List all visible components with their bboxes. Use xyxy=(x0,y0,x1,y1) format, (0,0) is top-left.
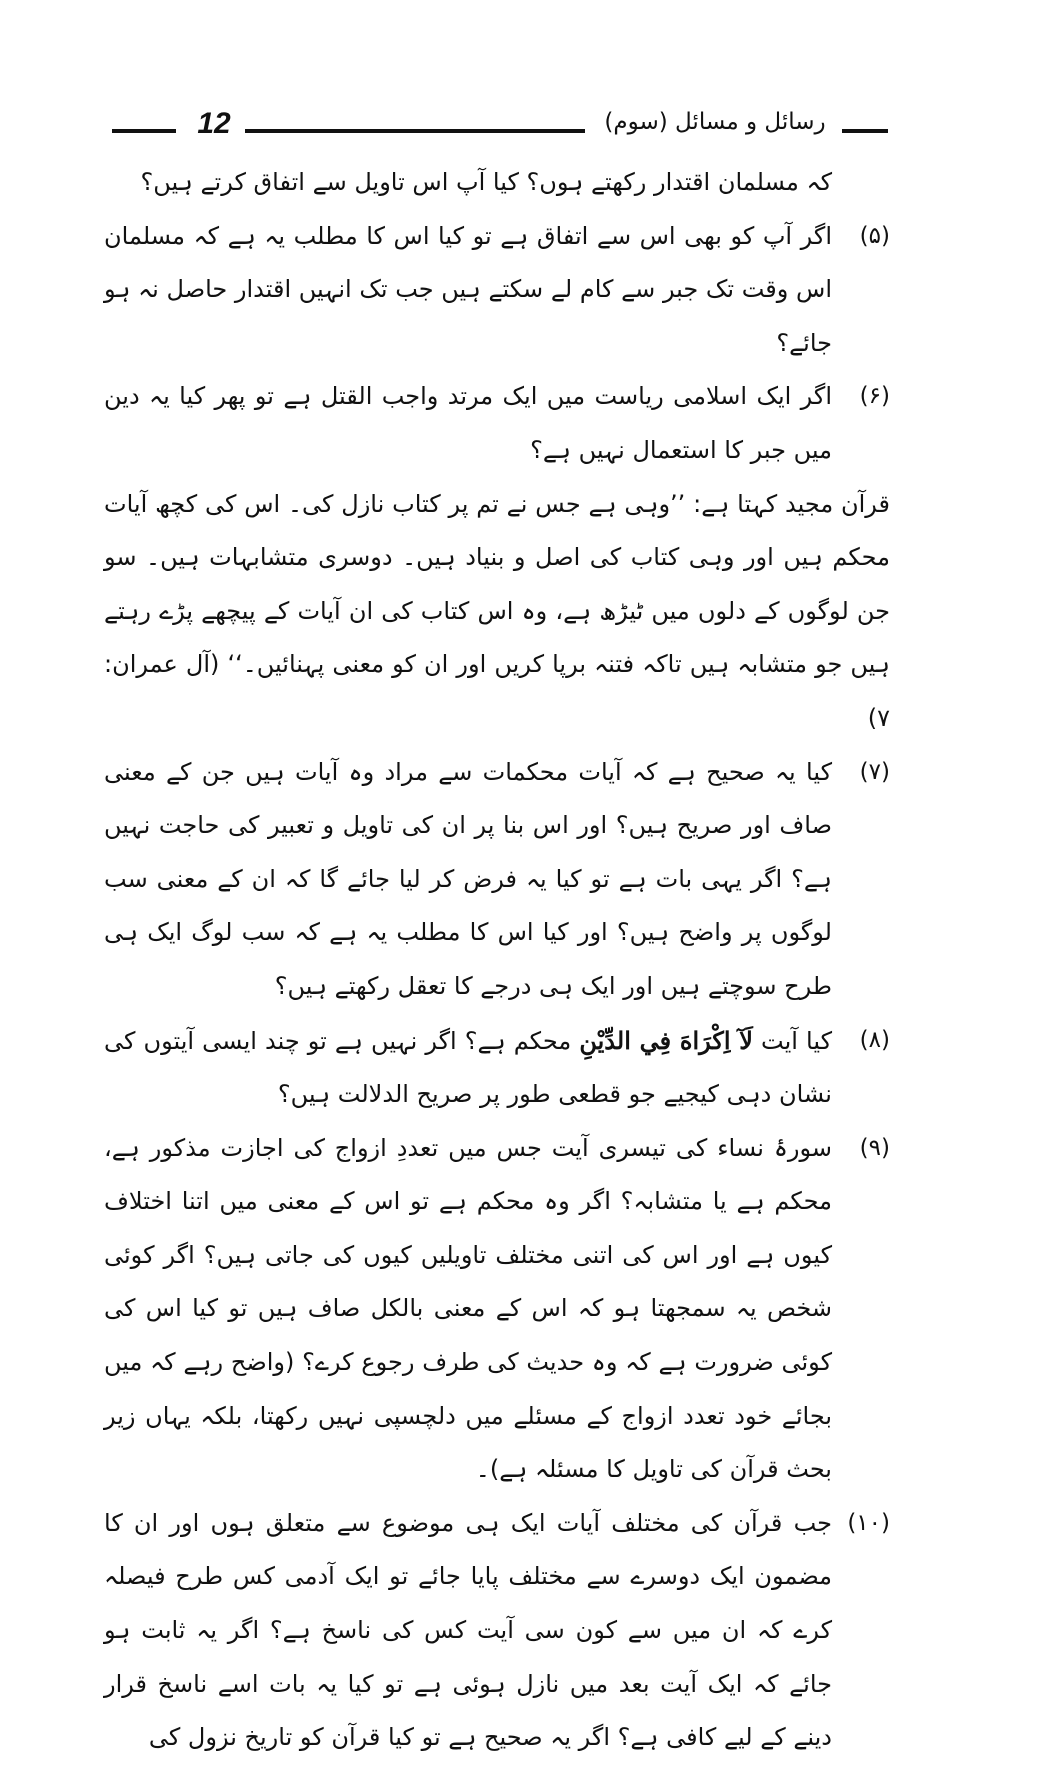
question-7 xyxy=(104,746,890,1014)
page-number: 12 xyxy=(197,107,231,140)
question-text: جب قرآن کی مختلف آیات ایک ہی موضوع سے متعلق ہوں اور ان کا مضمون ایک دوسرے سے مختلف پایا جائے تو ایک آدمی کس طرح فیصلہ کرے کہ ان میں سے کون سی آیت کس کی ناسخ ہے؟ اگر یہ ثابت ہو جائے کہ ایک آیت بعد میں نازل ہوئی ہے تو کیا یہ بات اسے ناسخ قرار دینے کے لیے کافی ہے؟ اگر یہ صحیح ہے تو کیا قرآن کو تاریخ نزول کی xyxy=(104,1508,832,1752)
question-number: (۱۰) xyxy=(847,1509,890,1536)
question-text: کیا یہ صحیح ہے کہ آیات محکمات سے مراد وہ آیات ہیں جن کے معنی صاف اور صریح ہیں؟ اور اس بنا پر ان کی تاویل و تعبیر کی حاجت نہیں ہے؟ اگر یہی بات ہے تو کیا یہ فرض کر لیا جائے گا کہ ان کے معنی سب لوگوں پر واضح ہیں؟ اور کیا اس کا مطلب یہ ہے کہ سب لوگ ایک ہی طرح سوچتے ہیں اور ایک ہی درجے کا تعقل رکھتے ہیں؟ xyxy=(104,757,832,1000)
header-rule-right xyxy=(842,129,888,133)
question-text-after: محکم ہے؟ اگر نہیں ہے تو چند ایسی آیتوں کی نشان دہی کیجیے جو قطعی طور پر صریح الدلالت ہیں؟ xyxy=(104,1026,832,1109)
question-number: (۶) xyxy=(859,383,890,410)
question-number: (۸) xyxy=(859,1026,890,1053)
question-text: اگر آپ کو بھی اس سے اتفاق ہے تو کیا اس کا مطلب یہ ہے کہ مسلمان اس وقت تک جبر سے کام لے سکتے ہیں جب تک انہیں اقتدار حاصل نہ ہو جائے؟ xyxy=(104,221,832,357)
arabic-verse: لَآ اِكْرَاهَ فِي الدِّيْنِ xyxy=(579,1025,753,1055)
header-rule-left xyxy=(112,129,176,133)
question-number: (۷) xyxy=(859,758,890,785)
question-text xyxy=(104,1014,832,1122)
question-6 xyxy=(104,370,890,477)
header-rule-middle xyxy=(245,129,585,133)
question-text-before: کیا آیت xyxy=(752,1026,833,1055)
question-10 xyxy=(104,1497,890,1765)
question-text: سورۂ نساء کی تیسری آیت جس میں تعددِ ازواج کی اجازت مذکور ہے، محکم ہے یا متشابہ؟ اگر وہ محکم ہے تو اس کے معنی میں اتنا اختلاف کیوں ہے اور اس کی اتنی مختلف تاویلیں کیوں کی جاتی ہیں؟ اگر کوئی شخص یہ سمجھتا ہو کہ اس کے معنی بالکل صاف ہیں تو کیا اس کی کوئی ضرورت ہے کہ وہ حدیث کی طرف رجوع کرے؟ (واضح رہے کہ میں بجائے خود تعدد ازواج کے مسئلے میں دلچسپی نہیں رکھتا، بلکہ یہاں زیر بحث قرآن کی تاویل کا مسئلہ ہے)۔ xyxy=(104,1133,832,1484)
page-body xyxy=(104,156,890,1765)
question-text: اگر ایک اسلامی ریاست میں ایک مرتد واجب القتل ہے تو پھر کیا یہ دین میں جبر کا استعمال نہیں ہے؟ xyxy=(104,382,832,464)
running-header xyxy=(112,107,888,147)
question-8 xyxy=(104,1014,890,1122)
running-title: رسائل و مسائل (سوم) xyxy=(604,109,826,135)
question-number: (۹) xyxy=(859,1134,890,1161)
question-number: (۵) xyxy=(859,222,890,249)
question-5 xyxy=(104,210,890,371)
continued-question-text: کہ مسلمان اقتدار رکھتے ہوں؟ کیا آپ اس تاویل سے اتفاق کرتے ہیں؟ xyxy=(140,168,832,196)
quran-quotation: قرآن مجید کہتا ہے: ’’وہی ہے جس نے تم پر کتاب نازل کی۔ اس کی کچھ آیات محکم ہیں اور وہی کتاب کی اصل و بنیاد ہیں۔ دوسری متشابہات ہیں۔ سو جن لوگوں کے دلوں میں ٹیڑھ ہے، وہ اس کتاب کی ان آیات کے پیچھے پڑے رہتے ہیں جو متشابہ ہیں تاکہ فتنہ برپا کریں اور ان کو معنی پہنائیں۔‘‘ (آل عمران: ۷) xyxy=(104,489,890,732)
question-9 xyxy=(104,1122,890,1497)
